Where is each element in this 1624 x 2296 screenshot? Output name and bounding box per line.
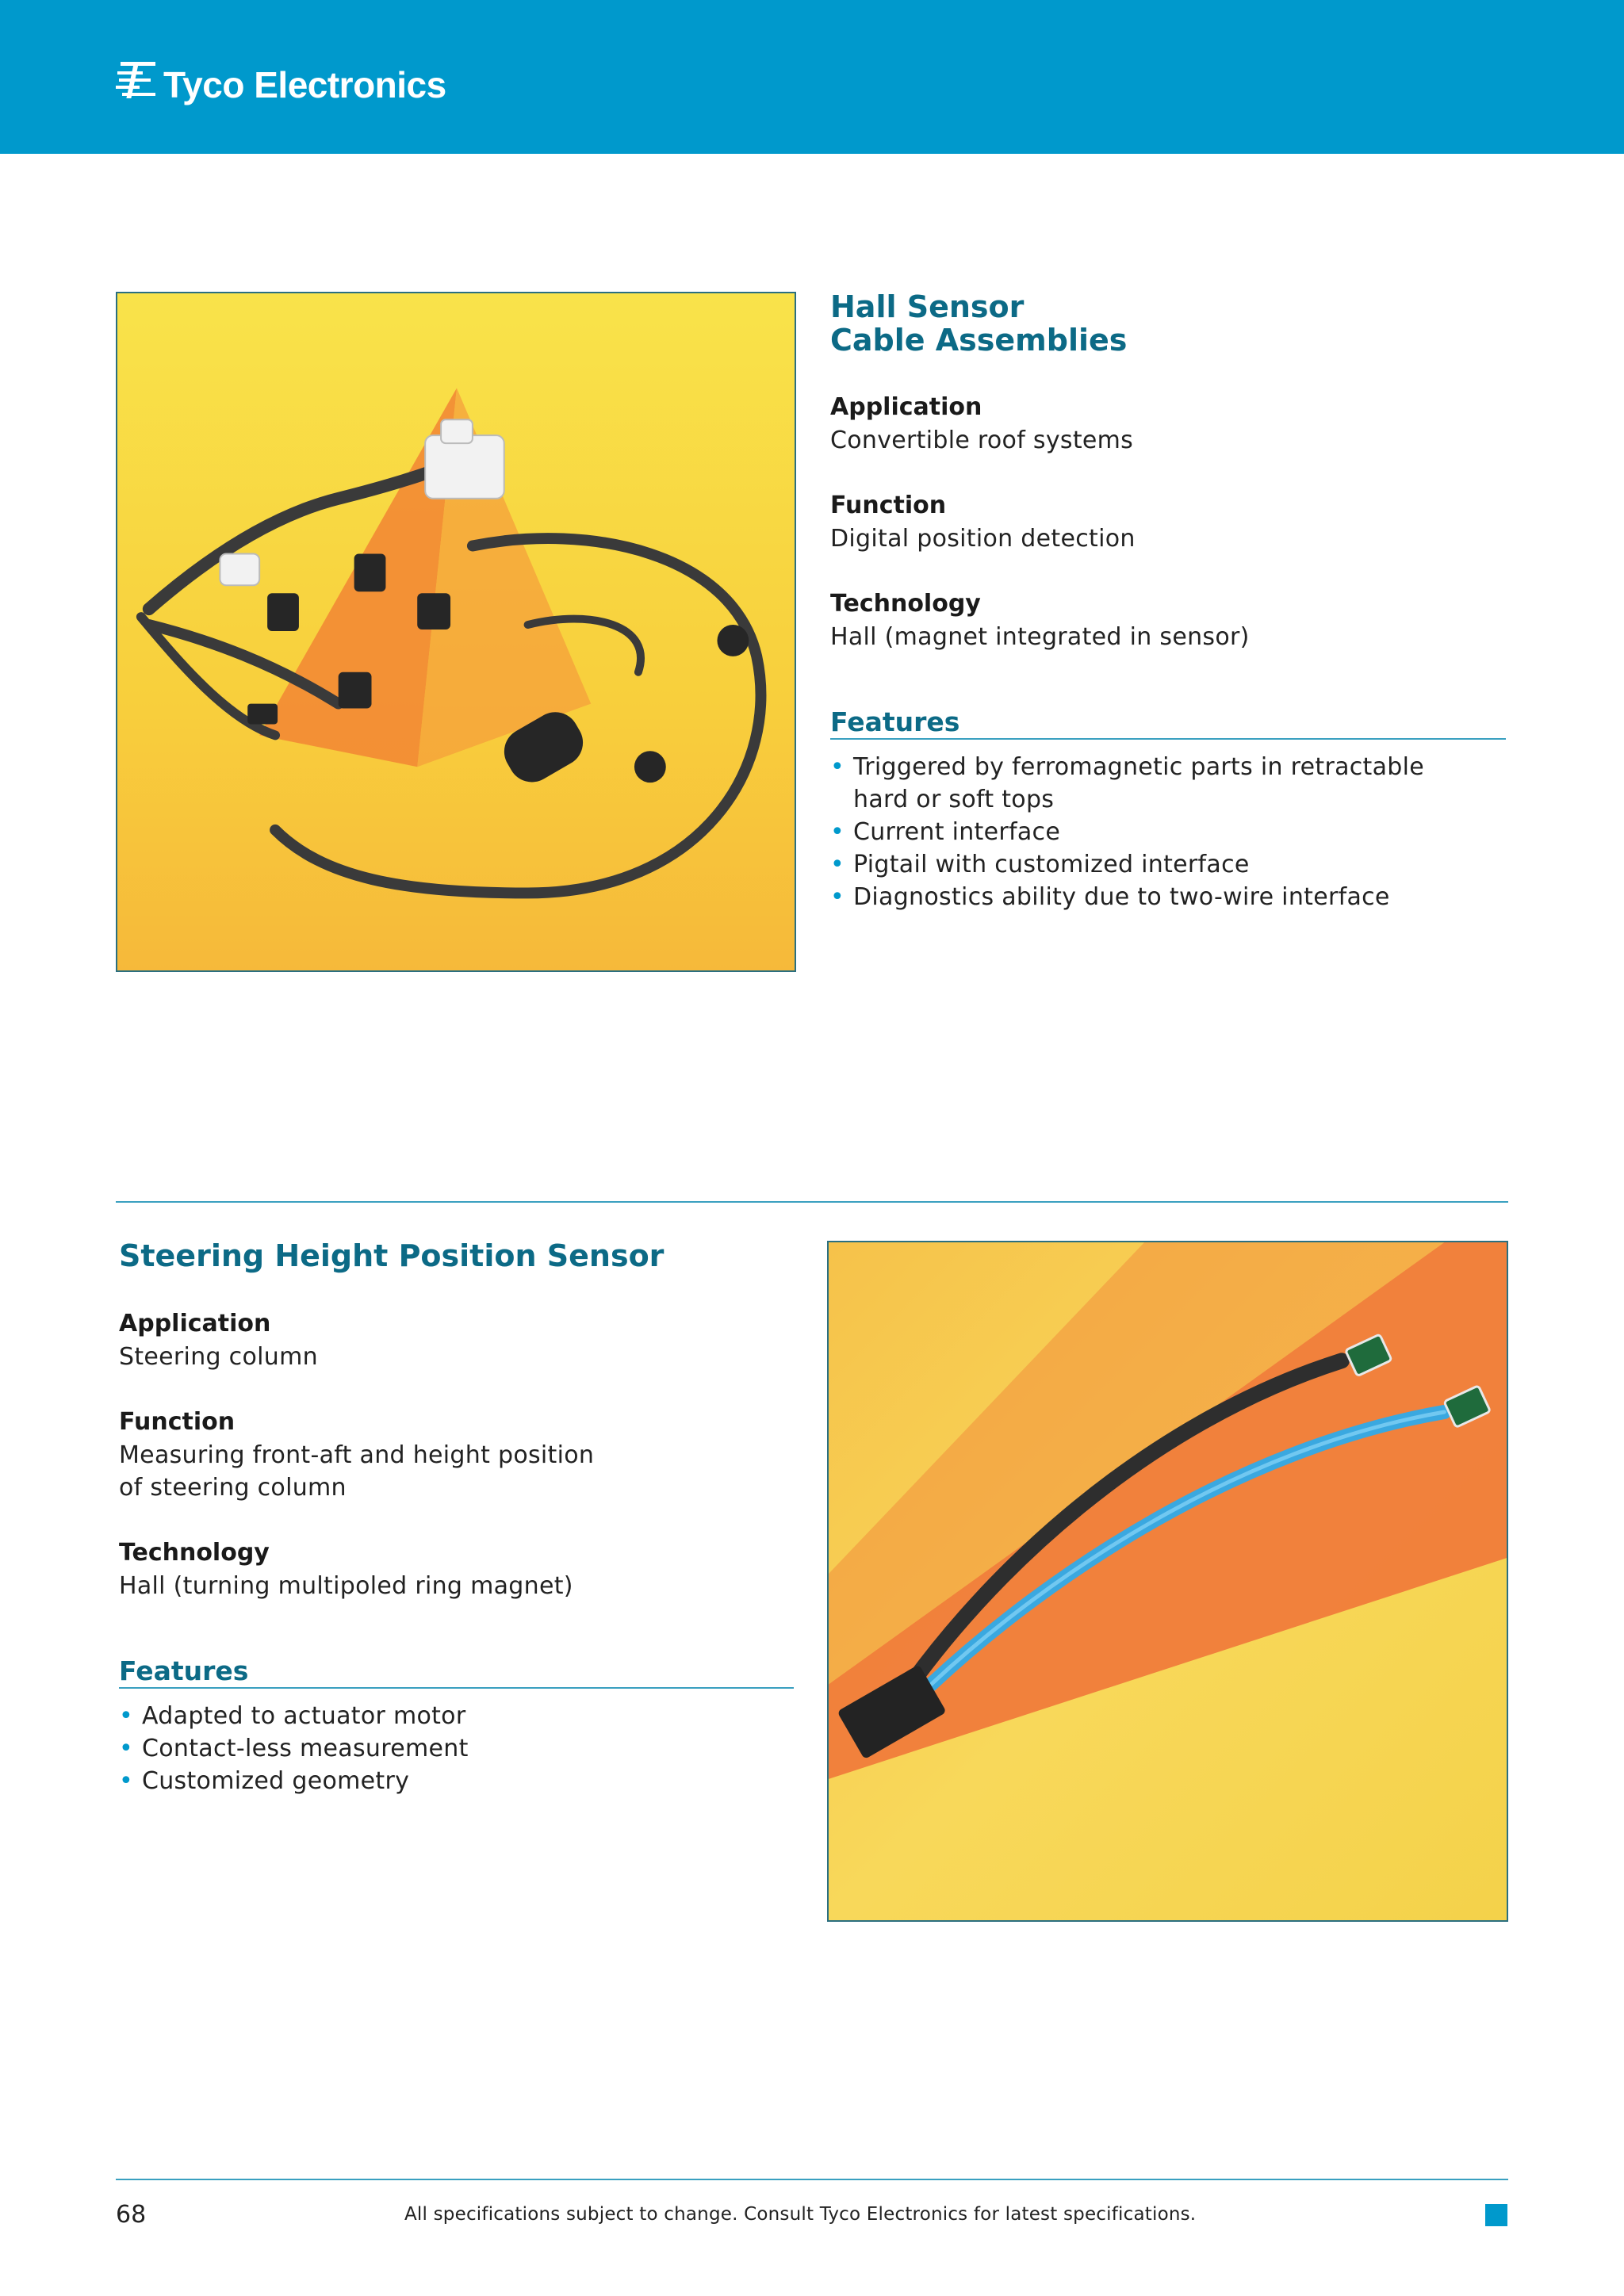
product2-technology-value: Hall (turning multipoled ring magnet): [119, 1572, 573, 1600]
footer-square-mark: [1485, 2204, 1507, 2226]
product1-function-label: Function: [830, 492, 947, 519]
product2-function-value-line1: Measuring front-aft and height position: [119, 1441, 595, 1469]
list-item: • Diagnostics ability due to two-wire interface: [830, 881, 1512, 913]
list-item: • Customized geometry: [119, 1765, 785, 1797]
header-bar: [0, 0, 1624, 154]
product1-application-value: Convertible roof systems: [830, 427, 1134, 454]
list-item: • Triggered by ferromagnetic parts in retractable: [830, 751, 1512, 783]
product2-title: Steering Height Position Sensor: [119, 1238, 665, 1273]
product1-title-line2: Cable Assemblies: [830, 323, 1128, 358]
list-item: • Contact-less measurement: [119, 1732, 785, 1765]
product1-features-list: [830, 751, 1512, 913]
page-number: 68: [116, 2201, 147, 2229]
product1-application-label: Application: [830, 393, 982, 421]
list-item: hard or soft tops: [853, 786, 1055, 813]
product2-function-label: Function: [119, 1408, 236, 1436]
brand-name: Tyco Electronics: [163, 64, 446, 105]
product2-application-value: Steering column: [119, 1343, 318, 1371]
list-item: • Current interface: [830, 816, 1512, 848]
steering-sensor-photo: [827, 1241, 1508, 1922]
product2-features-list: [119, 1700, 785, 1797]
product2-application-label: Application: [119, 1310, 271, 1337]
hall-sensor-cable-photo: [116, 292, 796, 972]
product1-function-value: Digital position detection: [830, 525, 1136, 553]
footer-divider: [116, 2179, 1508, 2180]
product2-function-value-line2: of steering column: [119, 1474, 347, 1502]
product1-title-line1: Hall Sensor: [830, 289, 1025, 324]
product2-features-heading: Features: [119, 1655, 794, 1689]
product1-technology-label: Technology: [830, 590, 981, 618]
list-item: • Adapted to actuator motor: [119, 1700, 785, 1732]
footer-disclaimer: All specifications subject to change. Consult Tyco Electronics for latest specifications.: [404, 2204, 1197, 2225]
product1-technology-value: Hall (magnet integrated in sensor): [830, 623, 1250, 651]
section-divider: [116, 1201, 1508, 1203]
product1-features-heading: Features: [830, 706, 1506, 740]
brand-logo: [116, 59, 446, 103]
tyco-logo-icon: [116, 59, 160, 103]
list-item: • Pigtail with customized interface: [830, 848, 1512, 881]
product2-technology-label: Technology: [119, 1539, 270, 1567]
